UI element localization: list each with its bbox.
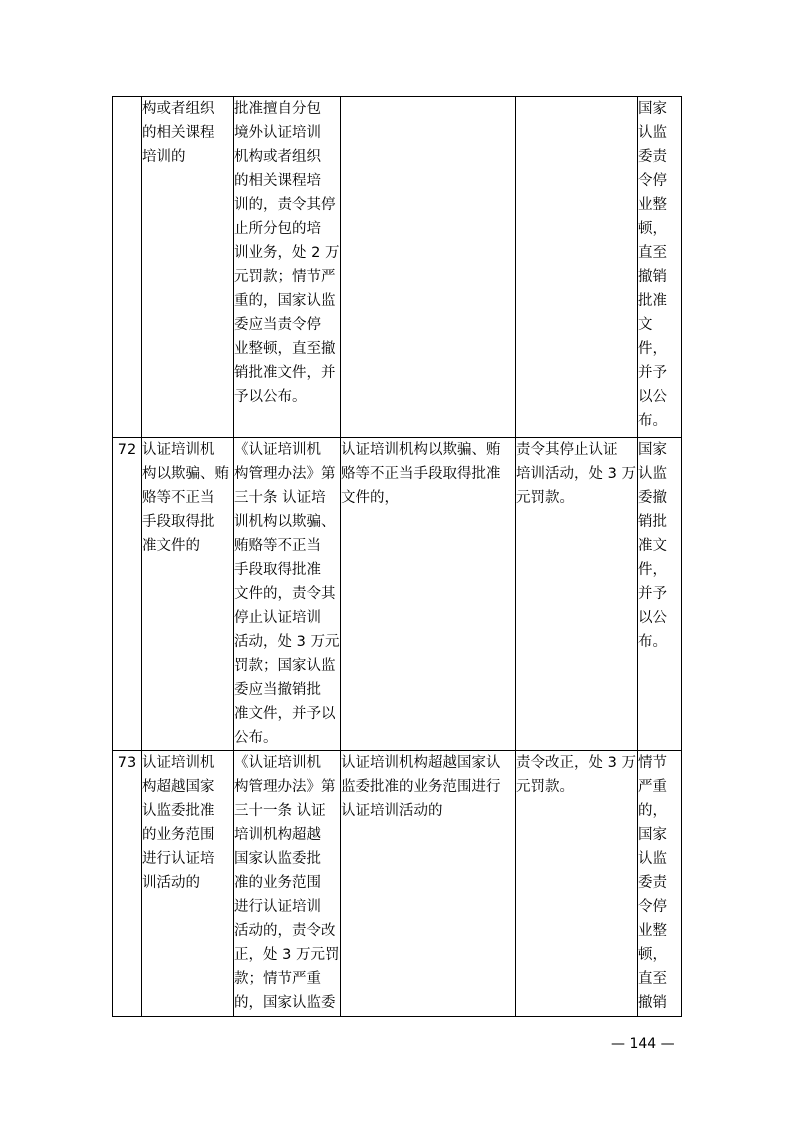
table-row — [113, 751, 682, 1017]
legal-basis: 《认证培训机 构管理办法》第 三十条 认证培 训机构以欺骗、 贿赂等不正当 手段取得批准 文件的，责令其 停止认证培训 活动，处 3 万元 罚款；国家认监 委应当撤销批 准文件，并予以 公布。 — [234, 438, 341, 751]
violation-circumstance — [341, 97, 516, 438]
table-row — [113, 438, 682, 751]
violation-circumstance: 认证培训机构超越国家认 监委批准的业务范围进行 认证培训活动的 — [341, 751, 516, 1017]
legal-basis: 《认证培训机 构管理办法》第 三十一条 认证 培训机构超越 国家认监委批 准的业务范围 进行认证培训 活动的，责令改 正，处 3 万元罚 款；情节严重 的，国家认监委 — [234, 751, 341, 1017]
violation-item: 认证培训机 构超越国家 认监委批准 的业务范围 进行认证培 训活动的 — [142, 751, 234, 1017]
page-number: — 144 — — [611, 1036, 675, 1052]
row-number — [113, 97, 142, 438]
violation-item: 认证培训机 构以欺骗、贿 赂等不正当 手段取得批 准文件的 — [142, 438, 234, 751]
legal-basis: 批准擅自分包 境外认证培训 机构或者组织 的相关课程培 训的，责令其停 止所分包的培 训业务，处 2 万 元罚款；情节严 重的，国家认监 委应当责令停 业整顿，直至撤 销批准文件，并 予以公布。 — [234, 97, 341, 438]
violation-circumstance: 认证培训机构以欺骗、贿 赂等不正当手段取得批准 文件的， — [341, 438, 516, 751]
regulation-table — [112, 96, 682, 1017]
additional-penalty: 国家 认监 委撤 销批 准文 件， 并予 以公 布。 — [638, 438, 682, 751]
additional-penalty: 国家 认监 委责 令停 业整 顿， 直至 撤销 批准 文 件， 并予 以公 布。 — [638, 97, 682, 438]
violation-item: 构或者组织 的相关课程 培训的 — [142, 97, 234, 438]
penalty-standard: 责令改正，处 3 万 元罚款。 — [516, 751, 638, 1017]
penalty-standard — [516, 97, 638, 438]
additional-penalty: 情节 严重 的， 国家 认监 委责 令停 业整 顿， 直至 撤销 — [638, 751, 682, 1017]
penalty-standard: 责令其停止认证 培训活动，处 3 万 元罚款。 — [516, 438, 638, 751]
row-number: 73 — [113, 751, 142, 1017]
table-row — [113, 97, 682, 438]
row-number: 72 — [113, 438, 142, 751]
